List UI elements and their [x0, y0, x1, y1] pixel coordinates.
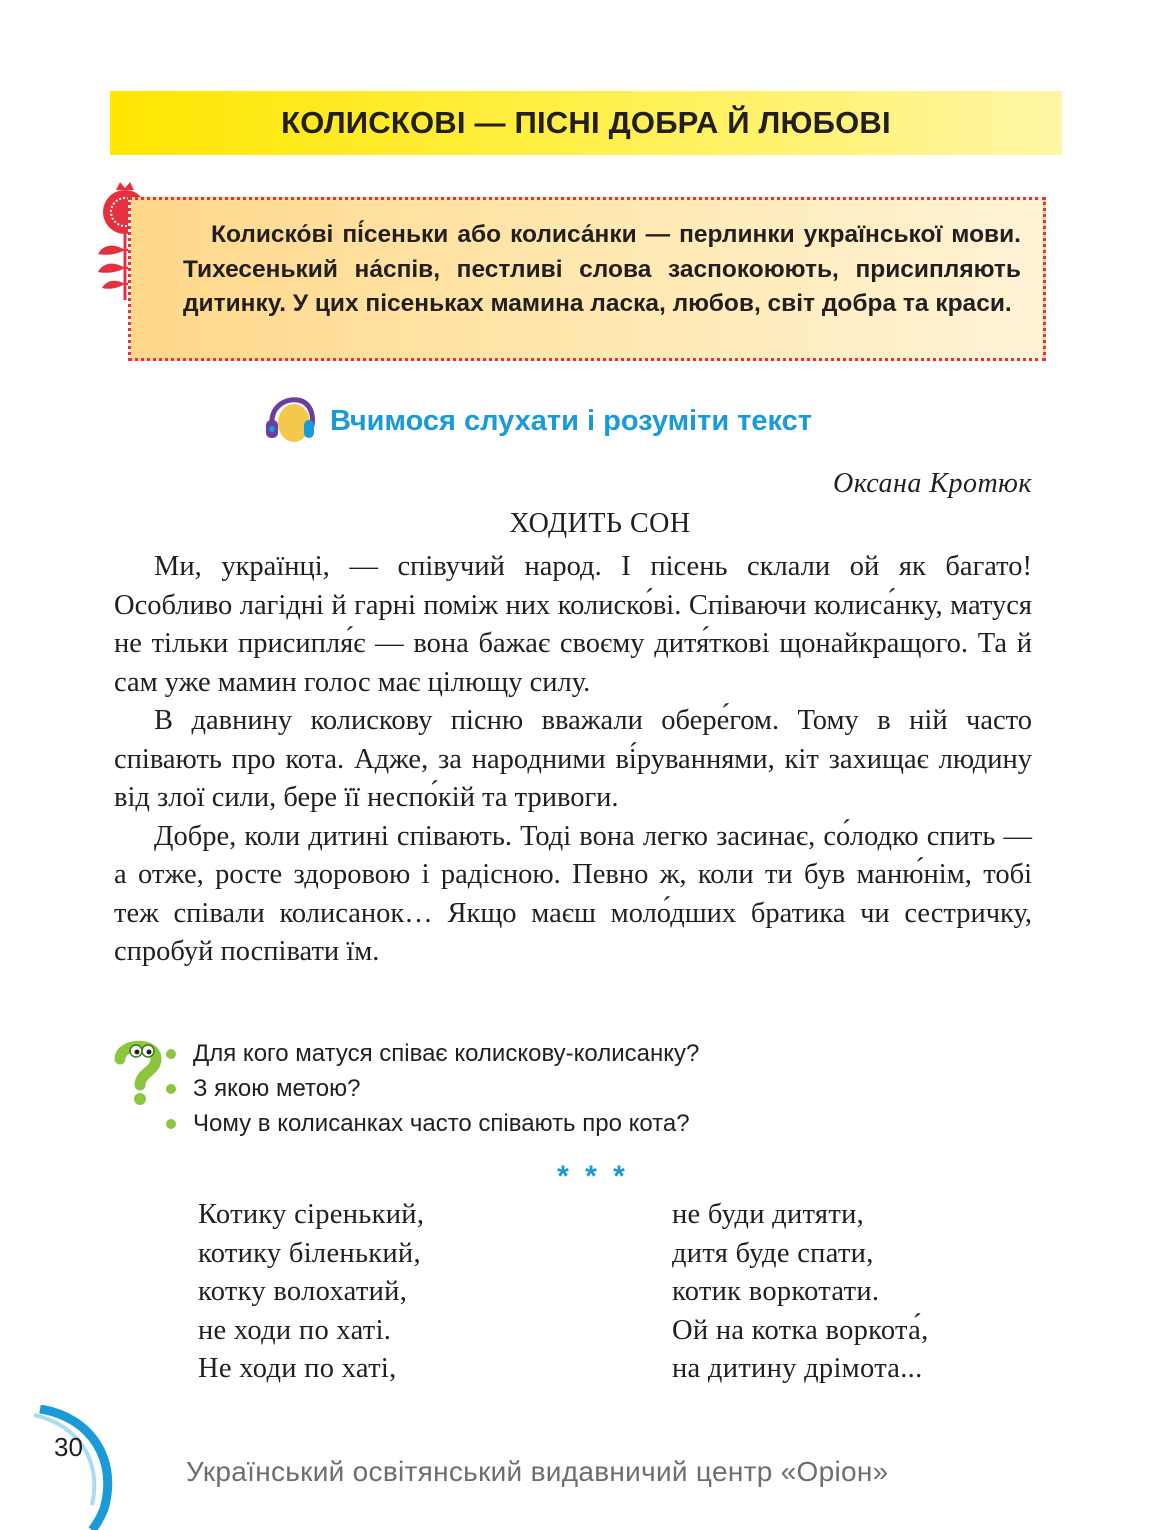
poem-line: котику біленький,: [198, 1237, 421, 1269]
bullet-icon: [166, 1119, 176, 1129]
story-paragraph: Ми, українці, — співучий народ. І пісень склали ой як багато! Особливо лагідні й гарні поміж них колиско́ві. Співаючи колиса́нку, матуся не тільки присипля́є — вона бажає своєму дитя́ткові щонайкращого. Та й сам уже мамин голос має цілющу силу.: [114, 551, 1032, 698]
story-title: ХОДИТЬ СОН: [509, 508, 691, 539]
bullet-icon: [166, 1049, 176, 1059]
poem-separator: * * *: [557, 1160, 629, 1193]
question-mark-icon: [112, 1037, 164, 1107]
title-banner: [110, 91, 1062, 155]
story-paragraph: Добре, коли дитині співають. Тоді вона легко засинає, со́лодко спить — а отже, росте здоровою і радісною. Певно ж, коли ти був маню́нім, тобі теж співали колисанок… Якщо маєш моло́дших братика чи сестричку, спробуй поспівати їм.: [114, 820, 1032, 967]
page-corner-arc-icon: [0, 1405, 130, 1530]
poem-right-column: [672, 1196, 929, 1389]
questions-list: [166, 1036, 699, 1141]
headphones-icon: [264, 396, 316, 446]
list-item: Чому в колисанках часто співають про кота?: [166, 1106, 699, 1141]
poem-line: котку волохатий,: [198, 1276, 408, 1307]
poem-line: Ой на котка воркота́,: [672, 1314, 929, 1346]
poem-line: не буди дитяти,: [672, 1199, 865, 1230]
poem-left-column: [198, 1196, 424, 1389]
page-number: 30: [54, 1432, 83, 1462]
poem-line: Котику сіренький,: [198, 1199, 425, 1230]
listening-section-heading: [264, 396, 812, 446]
publisher-footer: Український освітянський видавничий центр «Оріон»: [186, 1456, 889, 1487]
story-text: [114, 548, 1032, 972]
list-item: Для кого матуся співає колискову-колисанку?: [166, 1036, 699, 1071]
poem-line: дитя буде спати,: [672, 1237, 874, 1269]
poem-line: не ходи по хаті.: [198, 1314, 392, 1346]
intro-box: [128, 197, 1046, 361]
list-item: З якою метою?: [166, 1071, 699, 1106]
bullet-icon: [166, 1084, 176, 1094]
poem-line: на дитину дрімота...: [672, 1353, 923, 1384]
listening-heading: Вчимося слухати і розуміти текст: [330, 404, 812, 437]
page-title: КОЛИСКОВІ — ПІСНІ ДОБРА Й ЛЮБОВІ: [281, 105, 891, 140]
poem-line: Не ходи по хаті,: [198, 1353, 397, 1384]
story-paragraph: В давнину колискову пісню вважали обере́гом. Тому в ній часто співають про кота. Адже, за народними ві́руваннями, кіт захищає людину від злої сили, бере її неспо́кій та тривоги.: [114, 705, 1032, 813]
intro-text: Колиско́ві пі́сеньки або колиса́нки — перлинки української мови. Тихесенький на́спів, пестливі слова заспокоюють, присипляють дитинку. У цих пісеньках мамина ласка, любов, світ добра та краси.: [183, 221, 1021, 317]
poem-line: котик воркотати.: [672, 1276, 880, 1307]
story-author: Оксана Кротюк: [833, 468, 1032, 499]
